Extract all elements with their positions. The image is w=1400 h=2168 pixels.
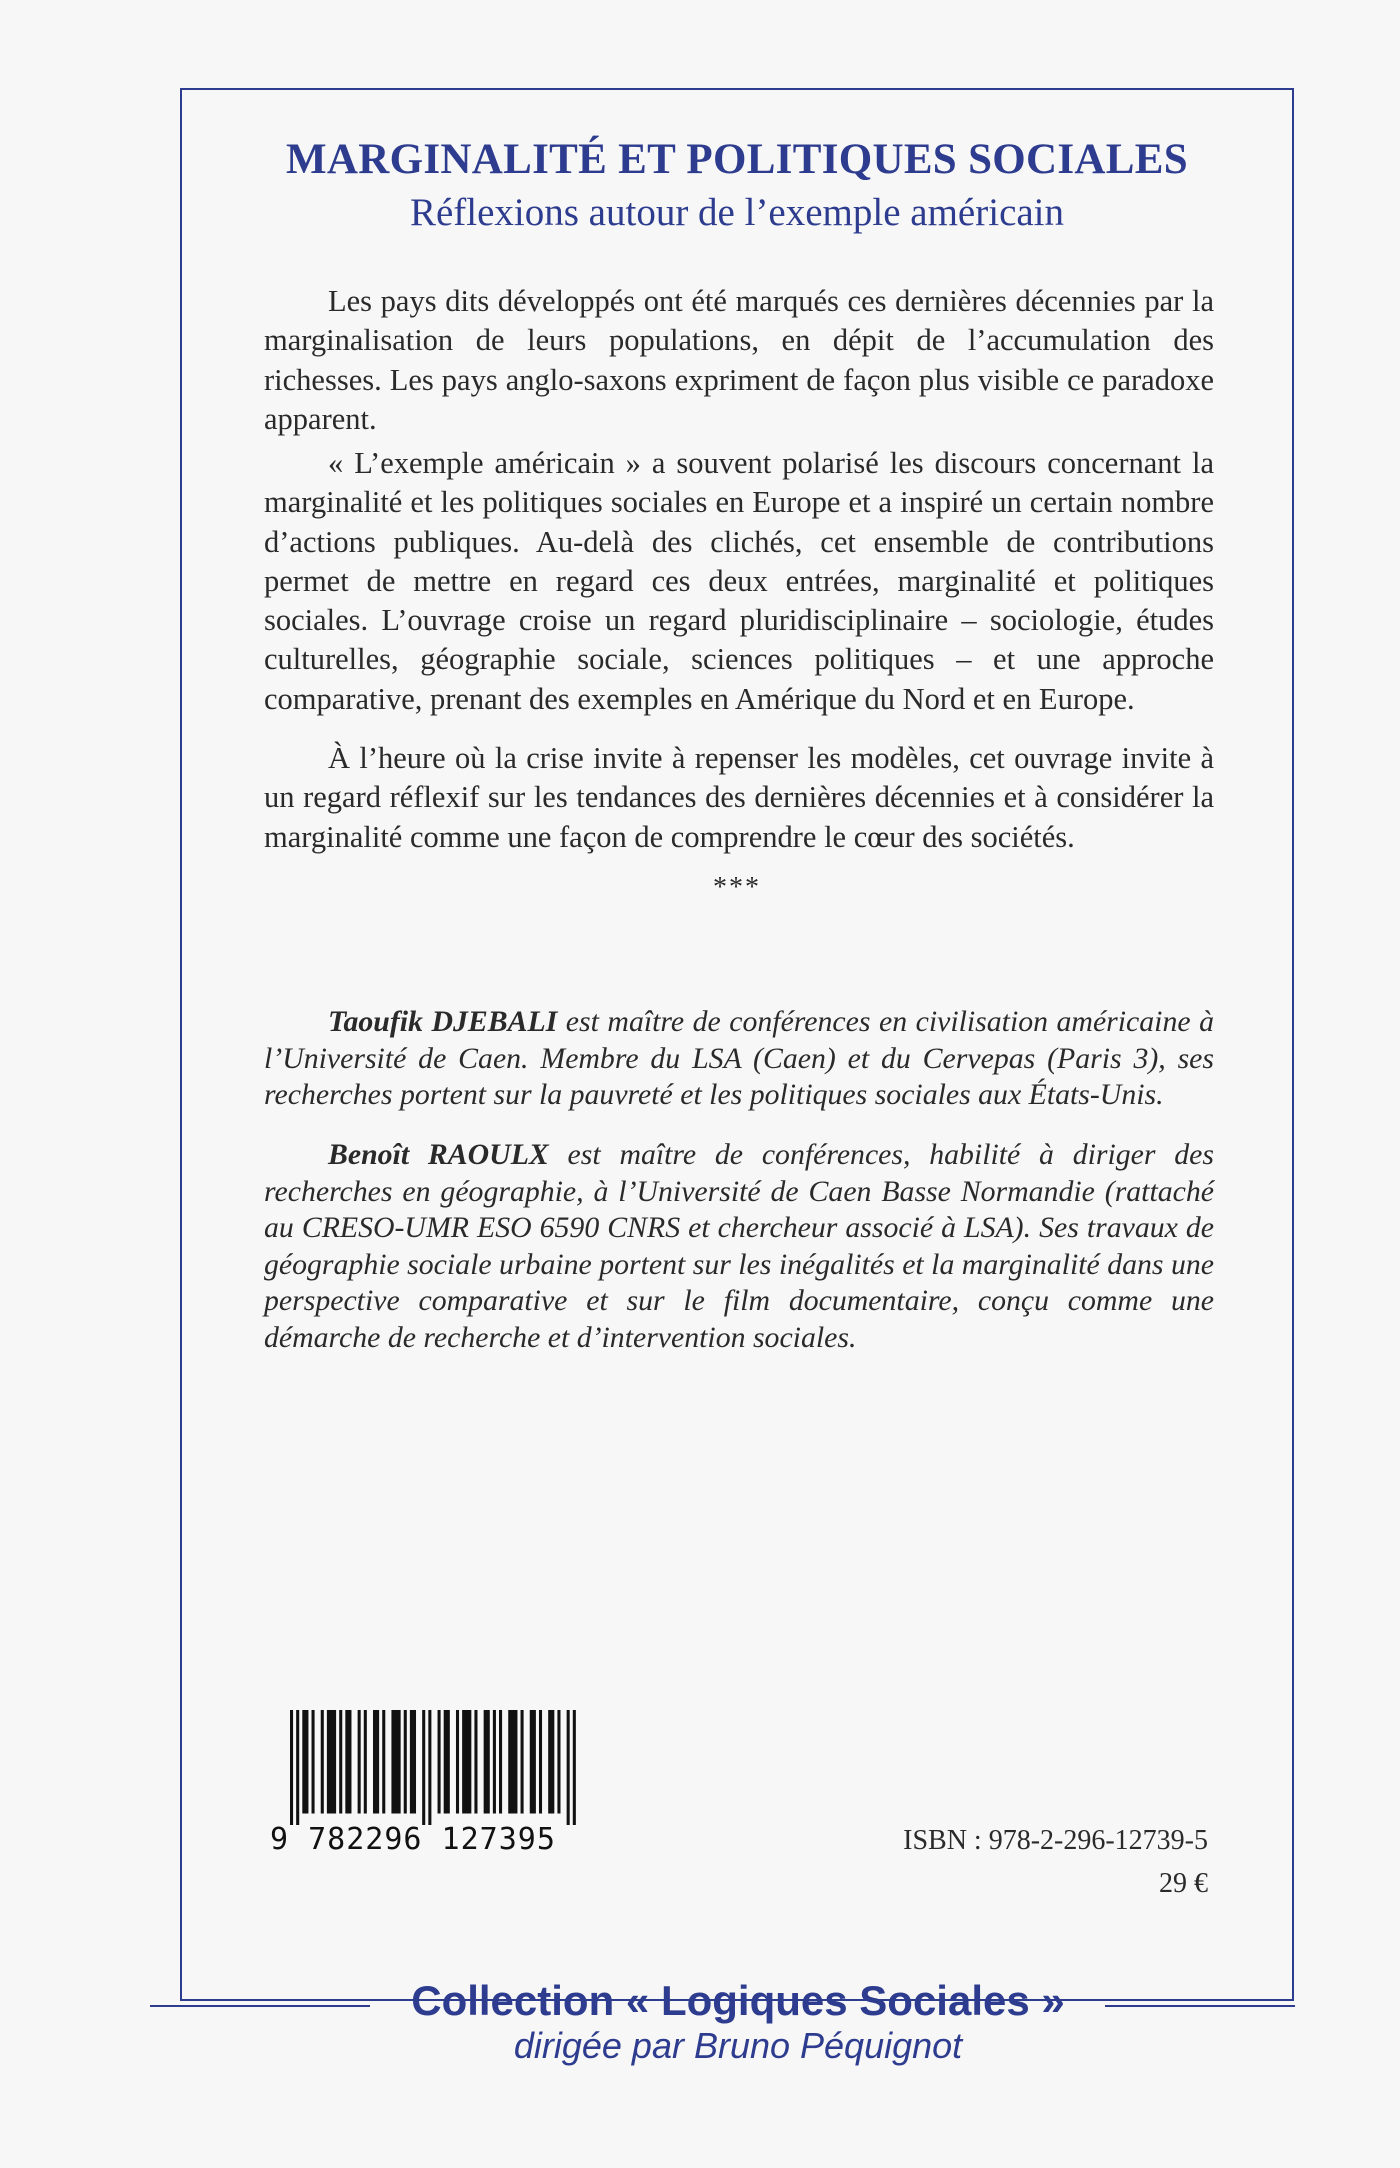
isbn: ISBN : 978-2-296-12739-5 [903, 1825, 1208, 1856]
summary-paragraph-1 [264, 282, 1214, 439]
author-bio-1 [264, 1004, 1214, 1114]
price: 29 € [1159, 1868, 1208, 1899]
author-bio-2 [264, 1137, 1214, 1357]
author-description: est maître de conférences en civilisation américaine à l’Université de Caen. Membre du LSA (Caen) et du Cervepas (Paris 3), ses recherches portent sur la pauvreté et les politiques sociales aux États-Unis. [264, 1005, 1214, 1112]
summary-paragraph-2 [264, 444, 1214, 719]
barcode [290, 1710, 582, 1825]
paragraph-text: Les pays dits développés ont été marqués ces dernières décennies par la marginalisation de leurs populations, en dépit de l’accumulation des richesses. Les pays anglo-saxons expriment de façon plus visible ce paradoxe apparent. [264, 284, 1214, 436]
author-name: Benoît RAOULX [328, 1138, 549, 1171]
collection-rule-left [150, 2005, 370, 2007]
collection-director: dirigée par Bruno Péquignot [513, 2025, 963, 2066]
summary-paragraph-3 [264, 739, 1214, 857]
barcode-number: 9 782296 127395 [270, 1822, 556, 1857]
author-name: Taoufik DJEBALI [328, 1005, 558, 1038]
section-separator: *** [713, 872, 761, 903]
author-description: est maître de conférences, habilité à diriger des recherches en géographie, à l’Université de Caen Basse Normandie (rattaché au CRESO-UMR ESO 6590 CNRS et chercheur associé à LSA). Ses travaux de géographie sociale urbaine portent sur les inégalités et la marginalité dans une perspective comparative et sur le film documentaire, conçu comme une démarche de recherche et d’intervention sociales. [264, 1138, 1214, 1354]
book-title: MARGINALITÉ ET POLITIQUES SOCIALES [286, 136, 1188, 183]
paragraph-text: À l’heure où la crise invite à repenser les modèles, cet ouvrage invite à un regard réflexif sur les tendances des dernières décennies et à considérer la marginalité comme une façon de comprendre le cœur des sociétés. [264, 741, 1214, 854]
collection-rule-right [1105, 2005, 1295, 2007]
book-subtitle: Réflexions autour de l’exemple américain [409, 191, 1065, 234]
paragraph-text: « L’exemple américain » a souvent polarisé les discours concernant la marginalité et les politiques sociales en Europe et a inspiré un certain nombre d’actions publiques. Au-delà des clichés, cet ensemble de contributions permet de mettre en regard ces deux entrées, marginalité et politiques sociales. L’ouvrage croise un regard pluridisciplinaire – sociologie, études culturelles, géographie sociale, sciences politiques – et une approche comparative, prenant des exemples en Amérique du Nord et en Europe. [264, 446, 1214, 716]
collection-title: Collection « Logiques Sociales » [411, 1977, 1065, 2024]
